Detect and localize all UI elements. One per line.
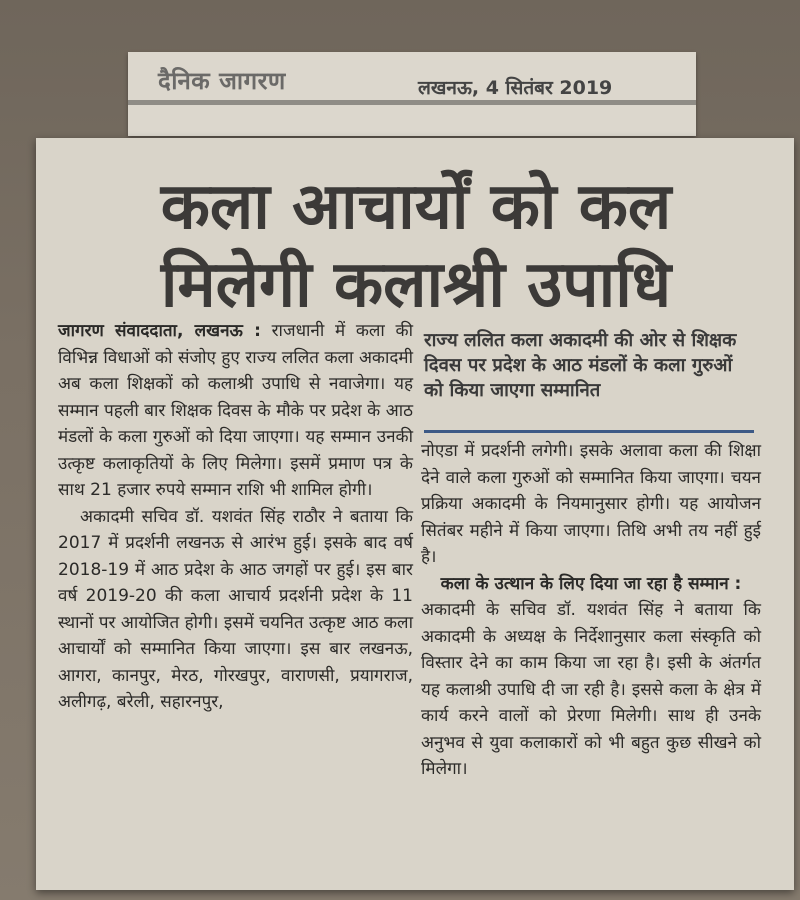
article-para-1-text: राजधानी में कला की विभिन्न विधाओं को संजोए हुए राज्य ललित कला अकादमी अब कला शिक्षकों को कलाश्री उपाधि से नवाजेगा। यह सम्मान पहली बार शिक्षक दिवस के मौके पर प्रदेश के आठ मंडलों के कला गुरुओं को दिया जाएगा। यह सम्मान उनकी उत्कृष्ट कलाकृतियों के लिए मिलेगा। इसमें प्रमाण पत्र के साथ 21 हजार रुपये सम्मान राशि भी शामिल होगी। [58, 321, 413, 500]
news-clipping [36, 138, 794, 890]
dateline: लखनऊ, 4 सितंबर 2019 [418, 77, 613, 99]
article-para-3: नोएडा में प्रदर्शनी लगेगी। इसके अलावा कला की शिक्षा देने वाले कला गुरुओं को सम्मानित किया जाएगा। चयन प्रक्रिया अकादमी के नियमानुसार होगी। यह आयोजन सितंबर महीने में किया जाएगा। तिथि अभी तय नहीं हुई है। [421, 441, 761, 567]
paper-name: दैनिक जागरण [158, 67, 286, 95]
subheading: कला के उत्थान के लिए दिया जा रहा है सम्मान : [440, 573, 742, 594]
pull-quote-rule [424, 430, 754, 433]
article-para-4: अकादमी के सचिव डॉ. यशवंत सिंह ने बताया कि अकादमी के अध्यक्ष के निर्देशानुसार कला संस्कृति को विस्तार देने का काम किया जा रहा है। इसी के अंतर्गत यह कलाश्री उपाधि दी जा रही है। इससे कला के क्षेत्र में कार्य करने वालों को प्रेरणा मिलेगी। साथ ही उनके अनुभव से युवा कलाकारों को भी बहुत कुछ सीखने को मिलेगा। [421, 600, 761, 779]
article-right-column [421, 438, 761, 783]
newspaper-masthead [128, 52, 696, 136]
masthead-rule [128, 100, 696, 105]
byline: जागरण संवाददाता, लखनऊ : [58, 321, 261, 341]
article-left-column [58, 318, 413, 716]
pull-quote: राज्य ललित कला अकादमी की ओर से शिक्षक दिवस पर प्रदेश के आठ मंडलों के कला गुरुओं को किया जाएगा सम्मानित [424, 330, 737, 401]
headline-line-1: कला आचार्यों को कल [160, 170, 672, 244]
article-para-1 [58, 318, 413, 504]
article-para-2: अकादमी सचिव डॉ. यशवंत सिंह राठौर ने बताया कि 2017 में प्रदर्शनी लखनऊ से आरंभ हुई। इसके बाद वर्ष 2018-19 में आठ प्रदेश के आठ जगहों पर हुई। इस बार वर्ष 2019-20 की कला आचार्य प्रदर्शनी प्रदेश के 11 स्थानों पर आयोजित होगी। इसमें चयनित उत्कृष्ट आठ कला आचार्यों को सम्मानित किया जाएगा। इस बार लखनऊ, आगरा, कानपुर, मेरठ, गोरखपुर, वाराणसी, प्रयागराज, अलीगढ़, बरेली, सहारनपुर, [58, 506, 413, 712]
headline-line-2: मिलेगी कलाश्री उपाधि [160, 248, 672, 322]
